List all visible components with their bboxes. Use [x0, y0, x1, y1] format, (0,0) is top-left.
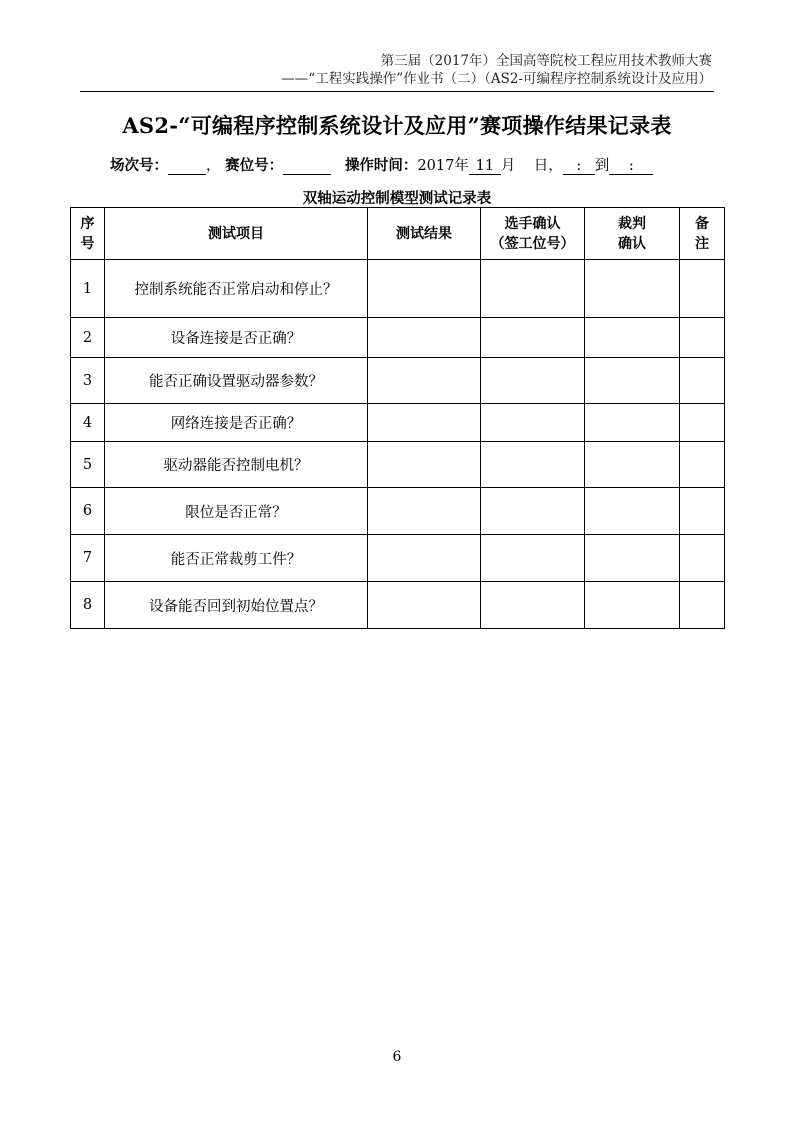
result-cell[interactable] — [368, 442, 481, 488]
time-label: 操作时间： — [344, 158, 418, 174]
page-number: 6 — [392, 1049, 402, 1065]
row-item: 网络连接是否正确？ — [105, 404, 368, 442]
note-cell[interactable] — [680, 358, 725, 404]
header-line-2: ——“工程实践操作”作业书（二）（AS2-可编程序控制系统设计及应用） — [281, 71, 712, 87]
session-field[interactable] — [168, 158, 206, 175]
row-item: 设备能否回到初始位置点？ — [105, 582, 368, 629]
contestant-cell[interactable] — [481, 488, 585, 535]
header-line-1: 第三届（2017年）全国高等院校工程应用技术教师大赛 — [380, 53, 712, 69]
contestant-cell[interactable] — [481, 404, 585, 442]
result-cell[interactable] — [368, 535, 481, 582]
table-row — [71, 535, 725, 582]
contestant-cell[interactable] — [481, 442, 585, 488]
note-cell[interactable] — [680, 582, 725, 629]
judge-cell[interactable] — [585, 488, 680, 535]
row-no: 6 — [71, 488, 105, 535]
judge-cell[interactable] — [585, 404, 680, 442]
row-item: 能否正常裁剪工件？ — [105, 535, 368, 582]
row-no: 7 — [71, 535, 105, 582]
info-line — [110, 154, 653, 175]
row-no: 4 — [71, 404, 105, 442]
result-cell[interactable] — [368, 358, 481, 404]
header-contestant-confirm: 选手确认 （签工位号） — [481, 208, 585, 260]
row-no: 1 — [71, 260, 105, 318]
header-result: 测试结果 — [368, 208, 481, 260]
contestant-cell[interactable] — [481, 318, 585, 358]
note-cell[interactable] — [680, 488, 725, 535]
to-label: 到 — [594, 158, 610, 174]
table-title: 双轴运动控制模型测试记录表 — [302, 191, 492, 207]
row-item: 能否正确设置驱动器参数？ — [105, 358, 368, 404]
header-note: 备 注 — [680, 208, 725, 260]
judge-cell[interactable] — [585, 318, 680, 358]
contestant-cell[interactable] — [481, 535, 585, 582]
comma: ， — [206, 158, 221, 174]
row-item: 驱动器能否控制电机？ — [105, 442, 368, 488]
year-value: 2017 — [417, 158, 455, 174]
test-record-table — [70, 207, 725, 629]
note-cell[interactable] — [680, 535, 725, 582]
note-cell[interactable] — [680, 404, 725, 442]
page-title: AS2-“可编程序控制系统设计及应用”赛项操作结果记录表 — [122, 113, 672, 138]
header-divider — [80, 91, 714, 92]
table-row — [71, 404, 725, 442]
year-unit: 年 — [454, 158, 469, 174]
result-cell[interactable] — [368, 260, 481, 318]
contestant-cell[interactable] — [481, 260, 585, 318]
table-row — [71, 260, 725, 318]
row-no: 5 — [71, 442, 105, 488]
note-cell[interactable] — [680, 442, 725, 488]
table-header-row — [71, 208, 725, 260]
row-no: 3 — [71, 358, 105, 404]
header-judge-confirm: 裁判 确认 — [585, 208, 680, 260]
row-item: 设备连接是否正确？ — [105, 318, 368, 358]
note-cell[interactable] — [680, 318, 725, 358]
judge-cell[interactable] — [585, 442, 680, 488]
result-cell[interactable] — [368, 488, 481, 535]
result-cell[interactable] — [368, 582, 481, 629]
table-row — [71, 488, 725, 535]
table-row — [71, 442, 725, 488]
running-header — [281, 52, 712, 88]
header-item: 测试项目 — [105, 208, 368, 260]
row-item: 限位是否正常？ — [105, 488, 368, 535]
judge-cell[interactable] — [585, 358, 680, 404]
note-cell[interactable] — [680, 260, 725, 318]
table-row — [71, 318, 725, 358]
session-label: 场次号： — [110, 158, 168, 174]
row-no: 8 — [71, 582, 105, 629]
contestant-cell[interactable] — [481, 582, 585, 629]
start-time-field[interactable]: : — [563, 158, 595, 175]
contestant-cell[interactable] — [481, 358, 585, 404]
month-field[interactable]: 11 — [469, 158, 501, 175]
table-row — [71, 358, 725, 404]
end-time-field[interactable]: : — [609, 158, 653, 175]
row-no: 2 — [71, 318, 105, 358]
day-unit: 日， — [533, 158, 563, 174]
table-row — [71, 582, 725, 629]
judge-cell[interactable] — [585, 535, 680, 582]
result-cell[interactable] — [368, 318, 481, 358]
seat-label: 赛位号： — [225, 158, 284, 174]
judge-cell[interactable] — [585, 260, 680, 318]
seat-field[interactable] — [283, 158, 331, 175]
result-cell[interactable] — [368, 404, 481, 442]
header-no: 序 号 — [71, 208, 105, 260]
row-item: 控制系统能否正常启动和停止？ — [105, 260, 368, 318]
month-unit: 月 — [500, 158, 516, 174]
judge-cell[interactable] — [585, 582, 680, 629]
